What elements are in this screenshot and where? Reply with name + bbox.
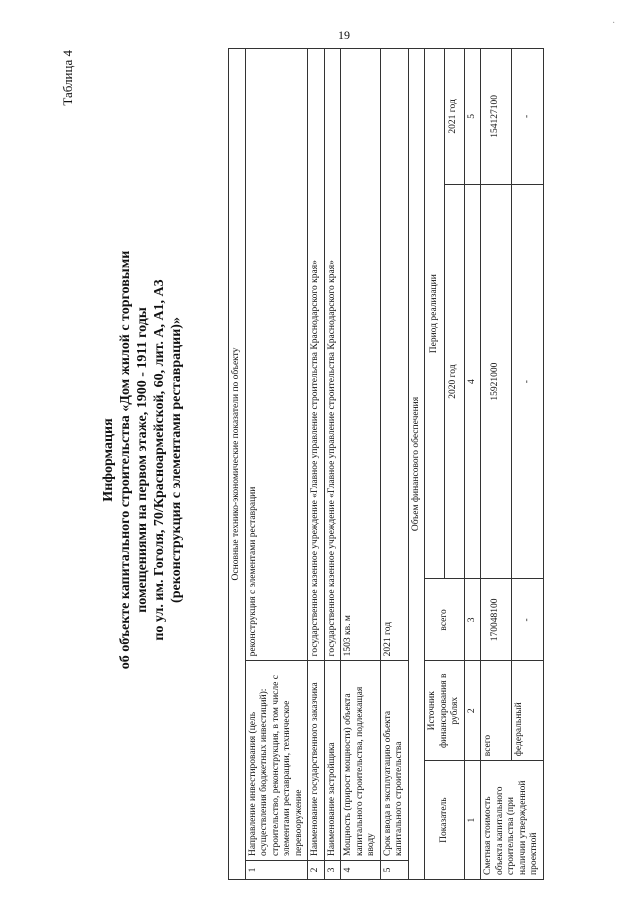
col-indicator-header: Показатель — [425, 761, 465, 880]
section2-header: Объем финансового обеспечения — [408, 49, 425, 880]
title-line: по ул. им. Гоголя, 70/Красноармейской, 60, лит. А, А1, А3 — [152, 279, 167, 641]
source-cell: федеральный — [512, 661, 543, 761]
rotated-sheet — [60, 40, 580, 880]
row-number: 3 — [324, 861, 341, 880]
row-label: Наименование застройщика — [324, 661, 341, 861]
section1-header: Основные технико-экономические показатели по объекту — [229, 49, 246, 880]
col-period-header: Период реализации — [425, 49, 445, 579]
table-row — [245, 49, 308, 880]
table-row — [512, 49, 543, 880]
table-label: Таблица 4 — [60, 50, 75, 106]
title-line: об объекте капитального строительства «Дом жилой с торговыми — [118, 250, 133, 670]
y2020-cell: 15921000 — [481, 184, 512, 579]
col-source-header: Источник финансирования в рублях — [425, 661, 465, 761]
row-label: Мощность (прирост мощности) объекта капитального строительства, подлежащая вводу — [341, 661, 381, 861]
indicator-cell: Сметная стоимость объекта капитального строительства (при наличии утвержденной проектной — [481, 761, 544, 880]
y2020-cell: - — [512, 184, 543, 579]
total-cell: 170048100 — [481, 579, 512, 661]
row-number: 1 — [245, 861, 308, 880]
row-label: Направление инвестирования (цель осуществления бюджетных инвестиций): строительство, реконструкция, в том числе с элементами реставрации, техническое перевооружение — [245, 661, 308, 861]
col-number: 2 — [464, 661, 481, 761]
col-year-2020: 2020 год — [444, 184, 464, 579]
row-value: 1503 кв. м — [341, 49, 381, 661]
page-number: 19 — [338, 28, 350, 42]
table-row — [341, 49, 381, 880]
col-number: 3 — [464, 579, 481, 661]
row-number: 5 — [380, 861, 408, 880]
source-cell: всего — [481, 661, 512, 761]
y2021-cell: - — [512, 49, 543, 185]
row-value: государственное казенное учреждение «Главное управление строительства Краснодарского края» — [324, 49, 341, 661]
title-line: помещениями на первом этаже, 1900 - 1911 годы — [135, 307, 150, 613]
row-value: государственное казенное учреждение «Главное управление строительства Краснодарского края» — [308, 49, 325, 661]
row-label: Наименование государственного заказчика — [308, 661, 325, 861]
row-value: 2021 год — [380, 49, 408, 661]
row-number: 2 — [308, 861, 325, 880]
title-line: Информация — [101, 418, 116, 502]
document-title — [100, 40, 185, 880]
table-row — [481, 49, 512, 880]
table-row — [380, 49, 408, 880]
info-table — [228, 48, 544, 880]
corner-mark: · — [612, 18, 616, 29]
col-year-2021: 2021 год — [444, 49, 464, 185]
total-cell: - — [512, 579, 543, 661]
row-number: 4 — [341, 861, 381, 880]
col-number: 4 — [464, 184, 481, 579]
col-number: 5 — [464, 49, 481, 185]
title-line: (реконструкция с элементами реставрации)» — [169, 317, 184, 603]
row-label: Срок ввода в эксплуатацию объекта капитального строительства — [380, 661, 408, 861]
col-number: 1 — [464, 761, 481, 880]
col-total-header: всего — [425, 579, 465, 661]
table-row — [308, 49, 325, 880]
table-row — [324, 49, 341, 880]
y2021-cell: 154127100 — [481, 49, 512, 185]
row-value: реконструкция с элементами реставрации — [245, 49, 308, 661]
